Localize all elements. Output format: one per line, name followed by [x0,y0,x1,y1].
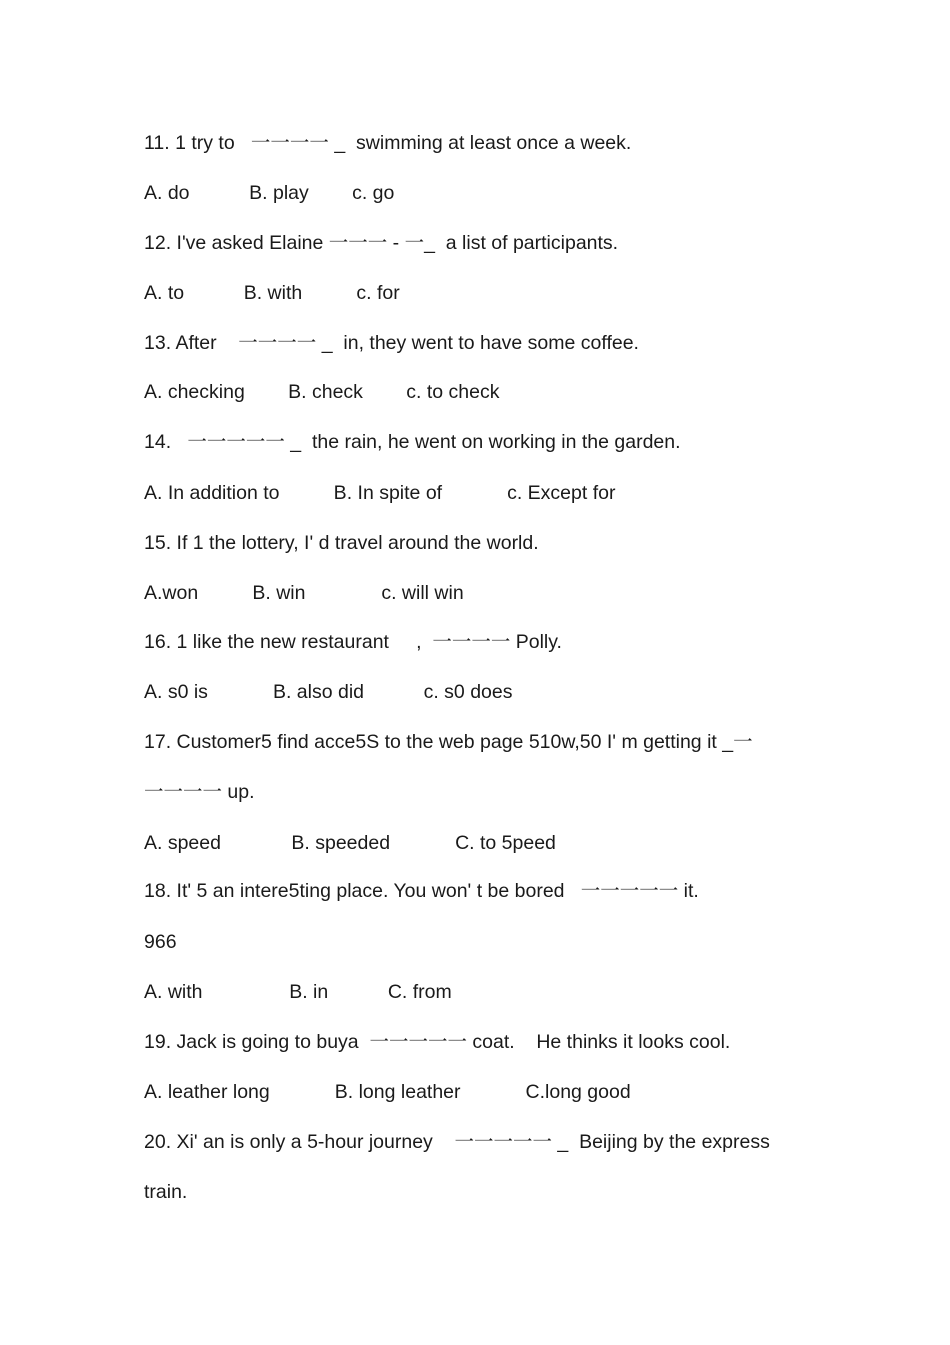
question-11: 11. 1 try to 一一一一 _ swimming at least once a week. [144,132,632,154]
question-11-options: A. do B. play c. go [144,182,395,204]
question-20: 20. Xi' an is only a 5-hour journey 一一一一一 _ Beijing by the express [144,1131,770,1153]
question-15-options: A.won B. win c. will win [144,582,464,604]
question-14: 14. 一一一一一 _ the rain, he went on working in the garden. [144,431,681,453]
question-17: 17. Customer5 find acce5S to the web page 510w,50 I' m getting it _一 [144,731,753,753]
question-15: 15. If 1 the lottery, I' d travel around the world. [144,532,539,554]
question-12: 12. I've asked Elaine 一一一 - 一_ a list of participants. [144,232,619,254]
question-19: 19. Jack is going to buya 一一一一一 coat. He thinks it looks cool. [144,1031,731,1053]
question-18-options: A. with B. in C. from [144,981,452,1003]
question-14-options: A. In addition to B. In spite of c. Except for [144,482,616,504]
question-13-options: A. checking B. check c. to check [144,381,500,403]
question-18: 18. It' 5 an intere5ting place. You won' t be bored 一一一一一 it. [144,880,699,902]
question-20-continued: train. [144,1181,188,1203]
question-16-options: A. s0 is B. also did c. s0 does [144,681,513,703]
question-13: 13. After 一一一一 _ in, they went to have some coffee. [144,332,639,354]
question-17-continued: 一一一一 up. [144,781,255,803]
question-12-options: A. to B. with c. for [144,282,400,304]
question-17-options: A. speed B. speeded C. to 5peed [144,832,556,854]
question-16: 16. 1 like the new restaurant , 一一一一 Polly. [144,631,562,653]
page-number: 966 [144,931,177,953]
question-19-options: A. leather long B. long leather C.long good [144,1081,631,1103]
